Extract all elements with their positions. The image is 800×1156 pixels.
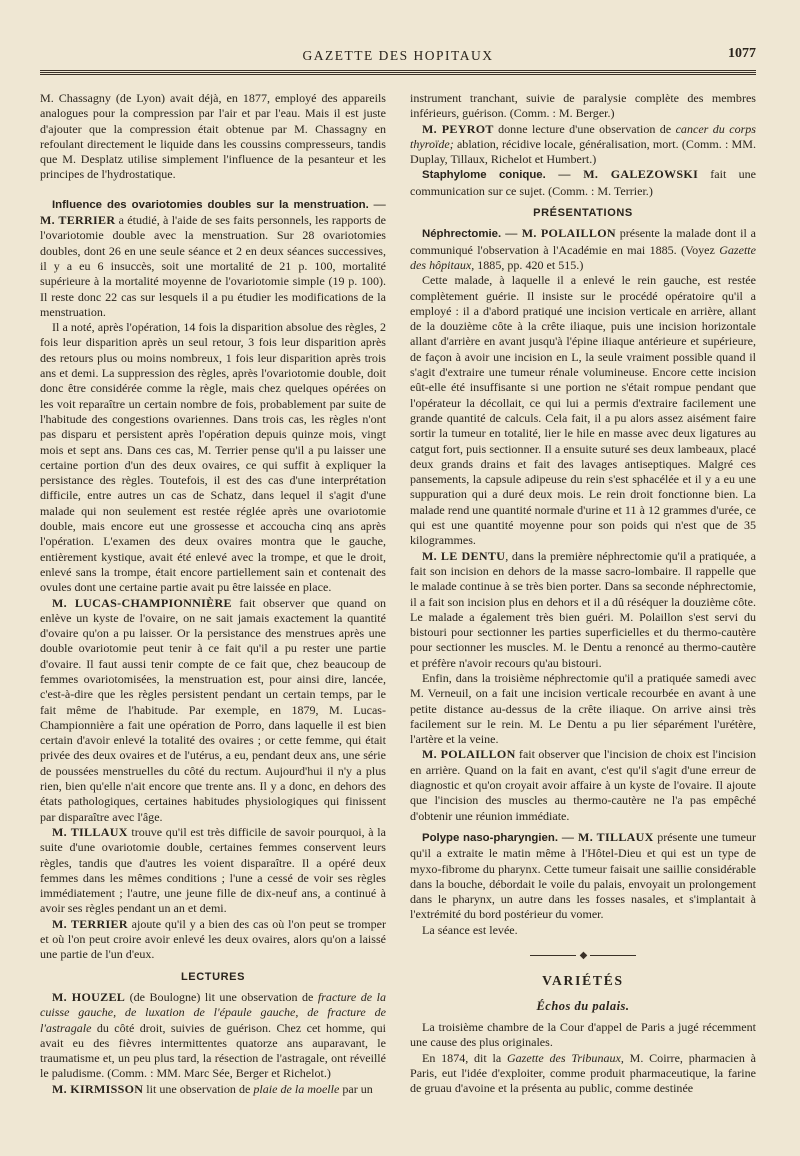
paragraph-text: instrument tranchant, suivie de paralysie complète des membres inférieurs, guérison. (Comm. : M. Berger.) xyxy=(410,91,756,121)
section-topic: Polype naso-pharyngien. xyxy=(422,831,558,844)
emphasis-text: cancer du corps thyroïde; xyxy=(410,121,757,151)
paragraph-text: ajoute qu'il y a bien des cas où l'on peut se tromper et où l'on peut croire avoir enlevé les deux ovaires, alors qu'on a laissé une partie de l'un d'eux. xyxy=(40,916,386,962)
paragraph xyxy=(410,167,756,199)
paragraph xyxy=(40,596,386,825)
speaker-name: M. KIRMISSON xyxy=(52,1081,144,1096)
page-number: 1077 xyxy=(728,46,756,61)
emphasis-text: plaie de la moelle xyxy=(253,1081,340,1096)
paragraph-text: 1885, pp. 420 et 515.) xyxy=(474,257,584,272)
section-topic: Néphrectomie. xyxy=(422,228,502,241)
session-closing-text: La séance est levée. xyxy=(422,922,518,937)
paragraph-text: Il a noté, après l'opération, 14 fois la disparition absolue des règles, 2 fois leur disparition après un seul retour, 3 fois leur disparition après des retours plus ou moins nombreux, 1 fois leur disparition après trois ans et demi. La suppression des règles, après l'ovariotomie double, doit donc être considérée comme la règle, mais chez quelques opérées on les voit reparaître un certain nombre de fois, probablement par suite de l'habitude des congestions ovariennes. Dans trois cas, les règles n'ont pas disparu et persistent après l'opération depuis quinze mois, vingt mois et sept ans. Dans ces cas, M. Terrier pense qu'il a pu laisser une certaine portion d'un des deux ovaires, ce qui suffit à expliquer la persistance des règles. Toutefois, il est des cas d'une interprétation difficile, entre autres un cas de Schatz, dans lequel il s'agit d'une malade qui non seulement est restée réglée après une ovariotomie double, mais encore eut une grossesse et accoucha cinq ans après l'opération. L'examen des deux ovaires montra que le gauche, entièrement kystique, avait été enlevé avec la trompe, et que le droit, enlevé sans la trompe, était encore partiellement sain et contenait des ovules dont une certaine partie avait pu être laissée en place. xyxy=(40,320,386,595)
speaker-name: M. LE DENTU xyxy=(422,548,506,563)
paragraph xyxy=(40,1082,386,1097)
speaker-name: — M. TERRIER xyxy=(40,196,386,228)
paragraph xyxy=(40,825,386,917)
speaker-name: — M. TILLAUX xyxy=(558,829,654,844)
paragraph-text: Cette malade, à laquelle il a enlevé le rein gauche, est restée complètement guérie. Il insiste sur le procédé opératoire qu'il a employé : il a d'abord pratiqué une incision verticale en arrière, allant de la douzième côte à la crête iliaque, puis une incision horizontale allant d'arrière en avant jusqu'à l'épine iliaque antérieure et supérieure, de façon à avoir une incision en L, la seule vraiment possible quand il s'agit d'extraire une tumeur rénale volumineuse. Encore cette incision eût-elle été insuffisante si une portion ne s'était rompue pendant que l'opérateur la décollait, ce qui lui a permis d'extraire facilement une grande quantité de calculs. Cela fait, il a pu alors assez aisément faire sortir la tumeur en totalité, lier le hile en masse avec deux ligatures au catgut fort, puis sectionner. Il a ensuite suturé ses deux lambeaux, placé deux grands drains et fait des lavages antiseptiques. Malgré ces pansements, la capsule adipeuse du rein s'est sphacélée et il y a eu une suppuration qui a duré deux mois. Le rein droit fonctionne bien. La malade rend une quantité normale d'urine et 11 à 12 grammes d'urée, ce qui est une quantité moyenne pour son poids qui n'est que de 35 kilogrammes. xyxy=(410,273,756,548)
paragraph xyxy=(410,1020,756,1051)
running-title: GAZETTE DES HOPITAUX xyxy=(302,48,494,63)
paragraph xyxy=(40,917,386,963)
paragraph-text: présente une tumeur qu'il a extraite le matin même à l'Hôtel-Dieu et qui est un type de myxo-fibrome du pharynx. Cette tumeur faisait une saillie considérable dans la bouche, débordait le voile du palais, envoyait un prolongement dans le pharynx, un autre dans les fosses nasales, et s'implantait à l'extrémité du bord postérieur du vomer. xyxy=(410,829,757,922)
ornament-line xyxy=(590,955,636,956)
paragraph-text: fait observer que quand on enlève un kyste de l'ovaire, on ne sait jamais exactement la quantité d'ovaire qu'on a pu laisser. Or la persistance des menstrues après une double ovariotomie peut tenir à ce fait qu'il a pu rester une partie d'ovaire. Il faut aussi tenir compte de ce fait que, chez beaucoup de femmes ovariotomisées, la menstruation est, pour ainsi dire, lancée, c'est-à-dire que les règles persistent pendant un certain temps, par le fait même de l'habitude. Par exemple, en 1879, M. Lucas-Championnière a fait une opération de Porro, dans laquelle il est bien certain d'avoir enlevé la totalité des ovaires ; or cette femme, qui était privée des deux ovaires et de l'utérus, a eu, pendant deux ans, une série de poussées menstruelles du côté du rectum. Aujourd'hui il n'y a plus rien, bien qu'elle n'ait encore que trente ans. Il y a donc, en dehors des états pathologiques, certaines habitudes physiologiques qui finissent par disparaître avec l'âge. xyxy=(40,595,387,824)
left-column xyxy=(40,91,386,1097)
running-header xyxy=(40,44,756,68)
speaker-name: — M. POLAILLON xyxy=(501,226,616,241)
paragraph-text: M. Chassagny (de Lyon) avait déjà, en 1877, employé des appareils analogues pour la compression par l'air et par l'eau. Mais il est juste d'ajouter que la compression était obtenue par M. Chassagny en refoulant directement le liquide dans les coussins compresseurs, tandis que M. Desplatz utilise simplement l'influence de la pesanteur et les principes de l'hydrostatique. xyxy=(40,91,386,182)
paragraph-text: M. Coirre, pharmacien à Paris, eut l'idée d'exploiter, comme produit pharmaceutique, la farine de gruau d'avoine et la présenta au public, comme destinée xyxy=(410,1050,756,1096)
header-rule xyxy=(40,70,756,71)
paragraph-text: fait observer que l'incision de choix est l'incision en arrière. Quand on la fait en avant, c'est qu'il s'agit d'une erreur de diagnostic et qu'on croyait avoir affaire à un kyste de l'ovaire. Il ajoute que l'incision des muscles au thermo-cautère ne l'a pas empêché d'obtenir une réunion immédiate. xyxy=(410,747,756,823)
paragraph xyxy=(40,197,386,320)
emphasis-text: fracture de la cuisse gauche, de luxation de l'épaule gauche, de fracture de l'astragale xyxy=(40,989,386,1035)
section-heading-varietes: VARIÉTÉS xyxy=(542,973,624,989)
paragraph-text: , dans la première néphrectomie qu'il a pratiquée, a fait son incision en dehors de la masse sacro-lombaire. Il rappelle que le malade continue à se très bien porter. Dans sa seconde néphrectomie, il a fait son incision plus en dehors et il a dû réséquer la douzième côte. Le malade a également très bien guéri. M. Polaillon s'est servi du bistouri pour sectionner les parties superficielles et du thermo-cautère pour sectionner les muscles. M. le Dentu a renoncé au thermo-cautère et préfère n'avoir recours qu'au bistouri. xyxy=(410,548,756,670)
paragraph-text: ablation, récidive locale, généralisation, mort. (Comm. : MM. Duplay, Tillaux, Richelot et Humbert.) xyxy=(410,136,756,167)
section-topic: Influence des ovariotomies doubles sur la menstruation. xyxy=(52,198,369,211)
header-double-rule xyxy=(40,72,756,75)
right-column xyxy=(410,91,756,1097)
section-topic: Staphylome conique. xyxy=(422,169,546,182)
speaker-name: M. PEYROT xyxy=(422,121,494,136)
ornament-diamond: ◆ xyxy=(579,950,587,962)
emphasis-text: Gazette des hôpitaux, xyxy=(410,242,756,272)
speaker-name: M. LUCAS-CHAMPIONNIÈRE xyxy=(52,595,232,610)
paragraph xyxy=(40,91,386,183)
section-heading-lectures: LECTURES xyxy=(180,970,246,983)
paragraph-text: lit une observation de xyxy=(143,1081,254,1096)
paragraph-text: La troisième chambre de la Cour d'appel de Paris a jugé récemment une cause des plus originales. xyxy=(410,1019,756,1050)
speaker-name: M. HOUZEL xyxy=(52,989,126,1004)
paragraph-text: trouve qu'il est très difficile de savoir pourquoi, à la suite d'une ovariotomie double, certaines femmes conservent leurs règles, tandis que d'autres les voient disparaître. Il a opéré deux femmes dans les mêmes conditions ; l'une a cessé de voir ses règles immédiatement ; l'autre, une jeune fille de dix-neuf ans, a continué à avoir ses règles pendant un an et demi. xyxy=(40,824,386,916)
paragraph-text: par un xyxy=(339,1081,373,1096)
emphasis-text: Gazette des Tribunaux, xyxy=(506,1050,624,1065)
paragraph xyxy=(410,830,756,923)
speaker-name: — M. GALEZOWSKI xyxy=(545,167,699,182)
paragraph-text: fait une communication sur ce sujet. (Comm. : M. Terrier.) xyxy=(410,167,756,198)
speaker-name: M. TILLAUX xyxy=(52,824,128,839)
paragraph-text: du côté droit, suivies de guérison. Chez cet homme, qui avait eu des fièvres intermittentes quatorze ans auparavant, le traumatisme et, un peu plus tard, la résection de l'astragale, ont réveillé le paludisme. (Comm. : MM. Marc Sée, Berger et Richelot.) xyxy=(40,1020,386,1081)
paragraph xyxy=(40,990,386,1082)
paragraph-text: présente la malade dont il a communiqué l'observation à l'Académie en mai 1885. (Voyez xyxy=(410,226,756,257)
paragraph xyxy=(410,122,756,168)
paragraph xyxy=(410,549,756,671)
paragraph xyxy=(410,1051,756,1097)
paragraph-text: (de Boulogne) lit une observation de xyxy=(125,989,318,1004)
paragraph xyxy=(40,320,386,595)
paragraph-text: En 1874, dit la xyxy=(422,1050,507,1065)
paragraph-text: Enfin, dans la troisième néphrectomie qu'il a pratiquée samedi avec M. Verneuil, on a fait une incision verticale recourbée en avant à une petite distance au-dessus de la crête iliaque. On arrive ainsi très facilement sur le rein. M. Le Dentu a pu lier séparément l'urétère, l'artère et la veine. xyxy=(410,670,756,747)
section-ornament xyxy=(410,948,756,963)
subheading-echos: Échos du palais. xyxy=(536,998,630,1013)
ornament-line xyxy=(530,955,576,956)
speaker-name: M. POLAILLON xyxy=(422,747,516,762)
article-columns xyxy=(40,91,756,1097)
paragraph xyxy=(410,671,756,747)
speaker-name: M. TERRIER xyxy=(52,916,128,931)
section-heading-presentations: PRÉSENTATIONS xyxy=(533,207,633,220)
paragraph-text: donne lecture d'une observation de xyxy=(493,121,676,136)
paragraph xyxy=(410,226,756,273)
paragraph xyxy=(410,273,756,548)
paragraph xyxy=(410,747,756,823)
paragraph xyxy=(410,91,756,122)
paragraph xyxy=(410,923,756,938)
paragraph-text: a étudié, à l'aide de ses faits personnels, les rapports de l'ovariotomie double avec la menstruation. Sur 28 ovariotomies doubles, dont 26 en une seule séance et 2 en deux séances successives, il y a eu 6 insuccès, soit une mortalité de 21 p. 100, mortalité supérieure à la mortalité moyenne de l'ovariotomie simple (19 p. 100). Il reste donc 22 cas sur lesquels il a pu étudier les modifications de la menstruation. xyxy=(40,213,386,319)
